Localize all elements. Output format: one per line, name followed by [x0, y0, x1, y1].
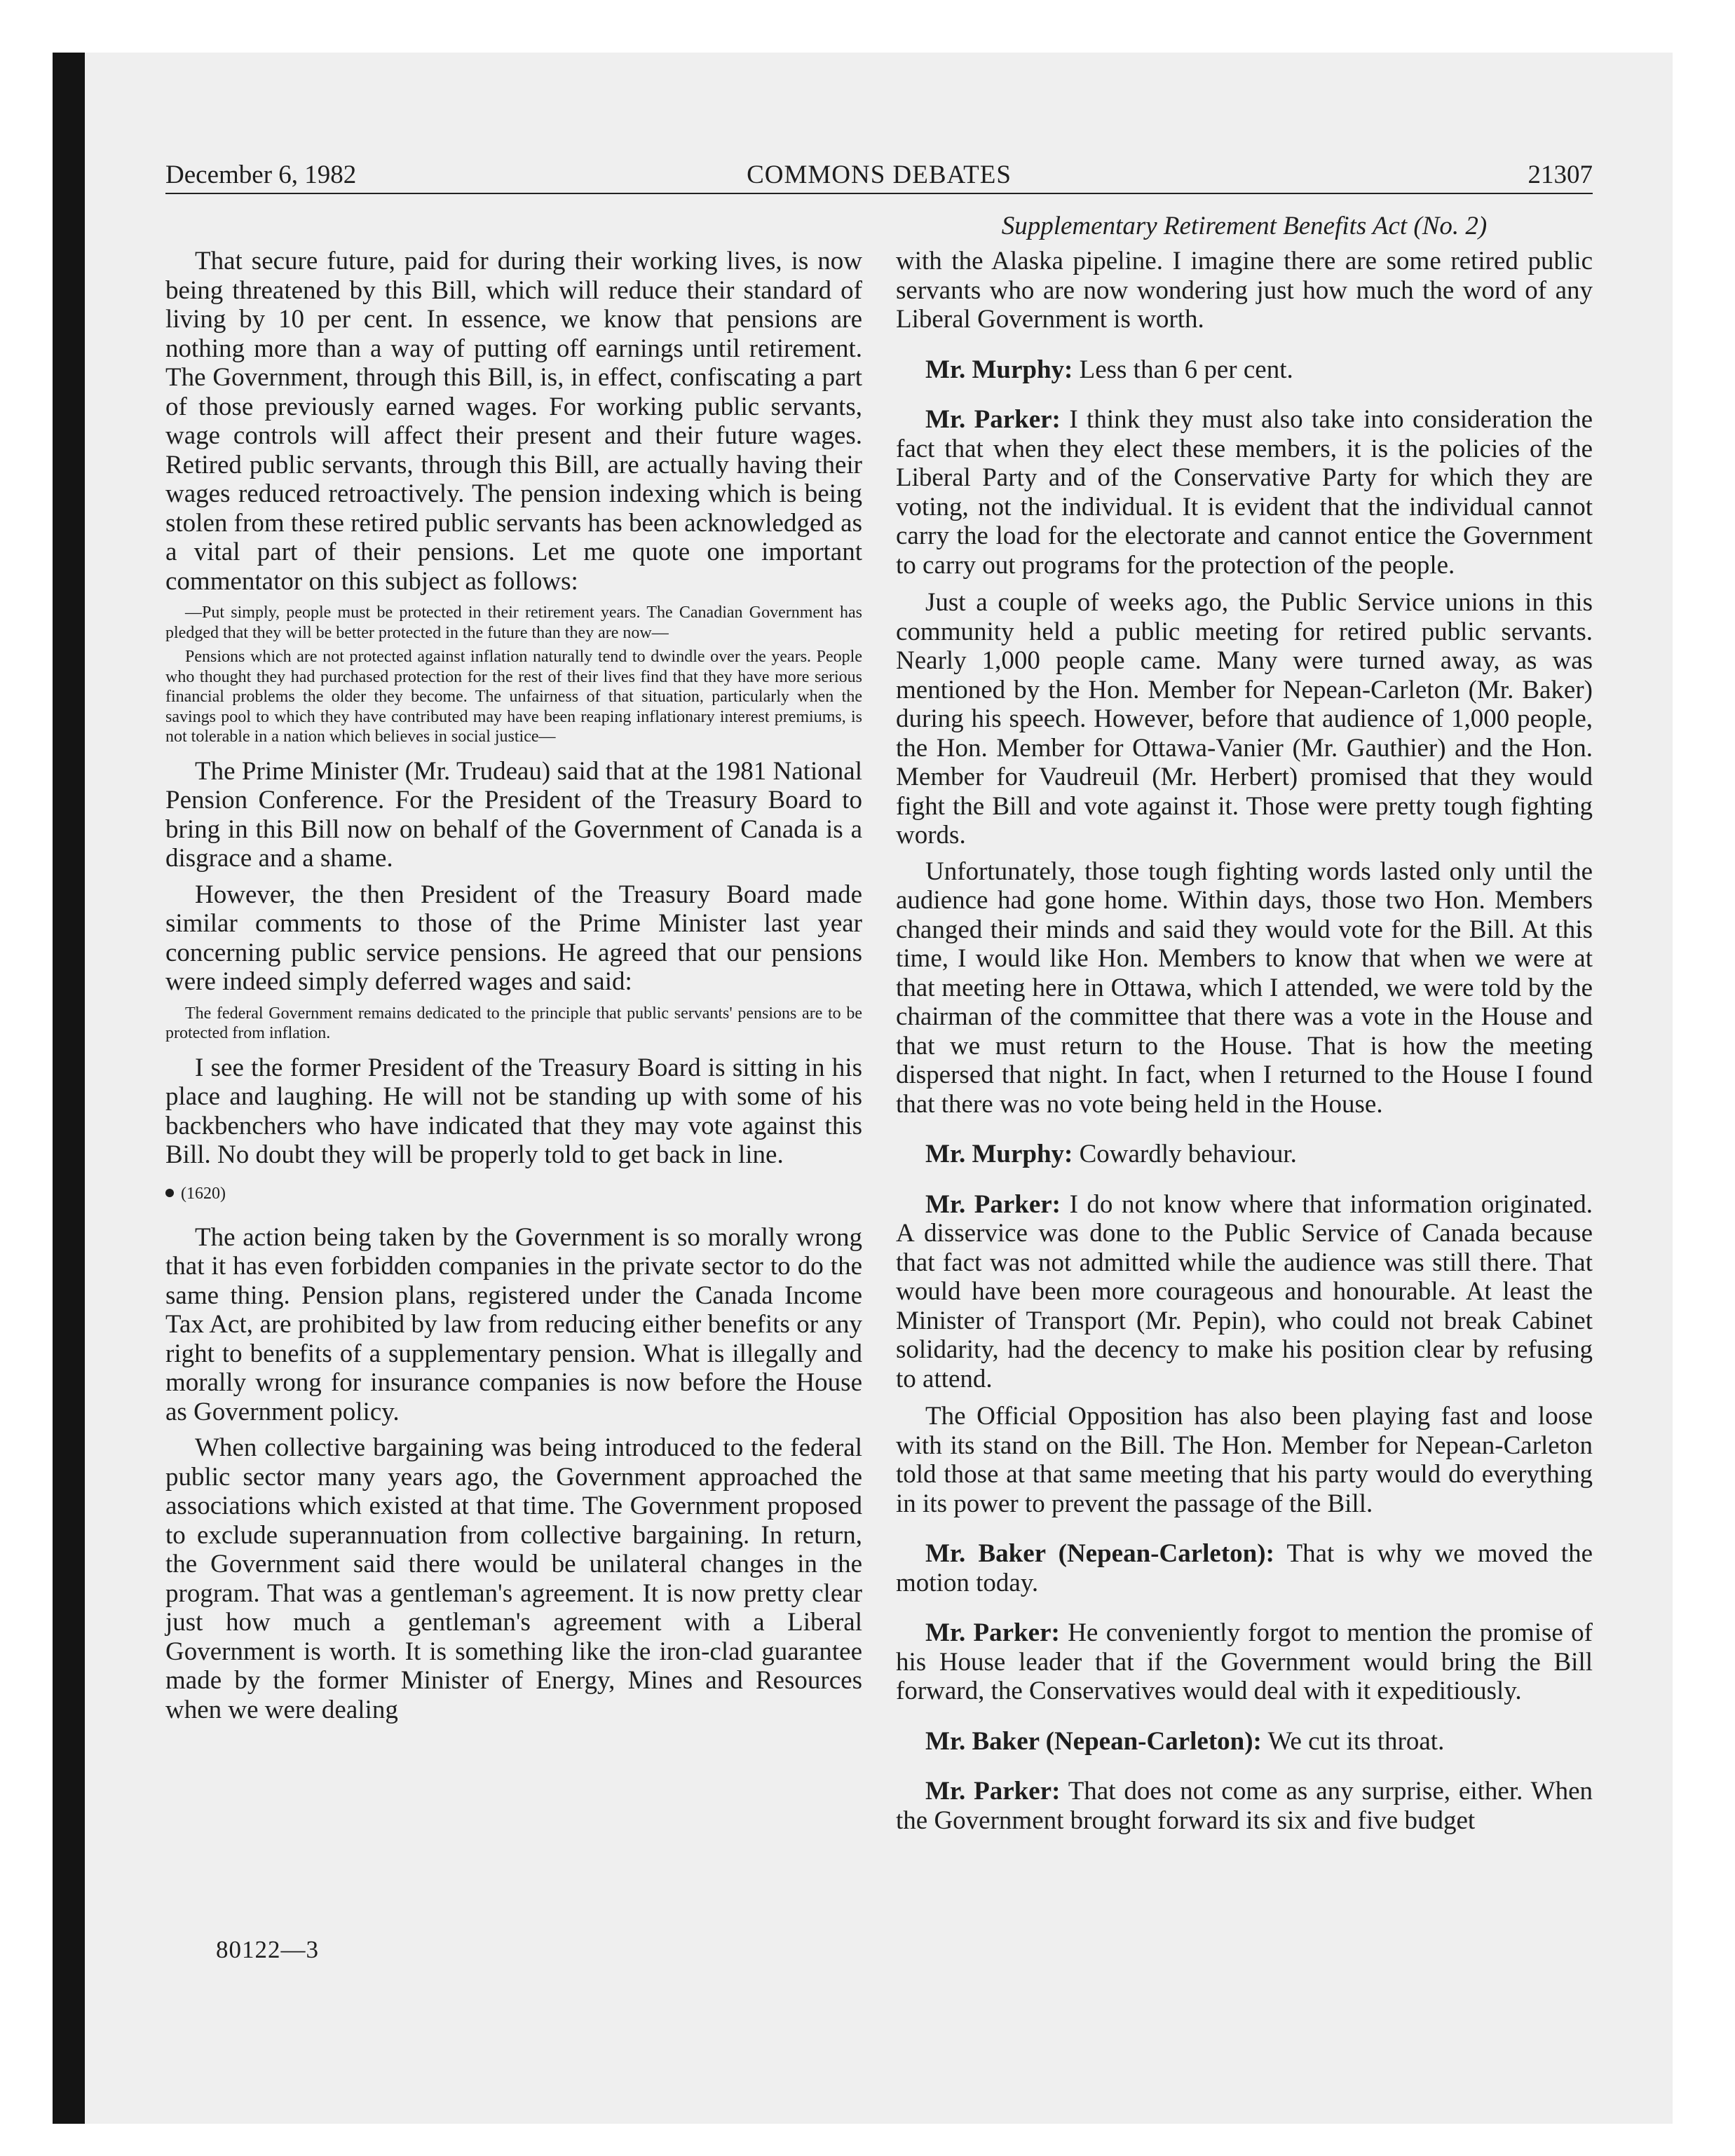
page-header	[165, 158, 1593, 193]
paragraph: The action being taken by the Government is so morally wrong that it has even forbidden companies in the private sector to do the same thing. Pension plans, registered under the Canada Income Tax Act, are prohibited by law from reducing either benefits or any right to benefits of a supplementary pension. What is illegally and morally wrong for insurance companies is now before the House as Government policy.	[165, 1222, 862, 1426]
speech-murphy	[896, 1140, 1593, 1169]
scan-edge-bar	[53, 53, 85, 2124]
left-column	[165, 247, 862, 1731]
paragraph: Just a couple of weeks ago, the Public Service unions in this community held a public meeting for retired public servants. Nearly 1,000 people came. Many were turned away, as was mentioned by the Hon. Member for Nepean-Carleton (Mr. Baker) during his speech. However, before that audience of 1,000 people, the Hon. Member for Ottawa-Vanier (Mr. Gauthier) and the Hon. Member for Vaudreuil (Mr. Herbert) promised that they would fight the Bill and vote against it. Those were pretty tough fighting words.	[896, 588, 1593, 850]
speech-baker	[896, 1539, 1593, 1597]
block-quote: Pensions which are not protected against inflation naturally tend to dwindle over the years. People who thought they had purchased protection for the rest of their lives find that they have more serious financial problems the older they become. The unfairness of that situation, particularly when the savings pool to which they have contributed may have been reaping inflationary interest premiums, is not tolerable in a nation which believes in social justice—	[165, 648, 862, 746]
speaker-name: Mr. Murphy:	[925, 355, 1073, 384]
speaker-name: Mr. Parker:	[925, 1189, 1061, 1219]
bullet-icon	[165, 1189, 174, 1197]
speech-parker	[896, 1190, 1593, 1394]
speaker-name: Mr. Murphy:	[925, 1140, 1073, 1168]
speaker-name: Mr. Parker:	[925, 1618, 1060, 1647]
speech-text: I do not know where that information originated. A disservice was done to the Public Service of Canada because that fact was not admitted while the audience was still there. That would have been more courageous and honourable. At least the Minister of Transport (Mr. Pepin), who could not break Cabinet solidarity, had the decency to make his position clear by refusing to attend.	[896, 1189, 1593, 1393]
footer-code: 80122—3	[216, 1936, 319, 1963]
speaker-name: Mr. Baker (Nepean-Carleton):	[925, 1726, 1262, 1756]
paragraph: The Official Opposition has also been playing fast and loose with its stand on the Bill. The Hon. Member for Nepean-Carleton told those at that same meeting that his party would do everything in its power to prevent the passage of the Bill.	[896, 1402, 1593, 1518]
paragraph: The Prime Minister (Mr. Trudeau) said that at the 1981 National Pension Conference. For the President of the Treasury Board to bring in this Bill now on behalf of the Government of Canada is a disgrace and a shame.	[165, 756, 862, 873]
timestamp-text: (1620)	[181, 1184, 226, 1203]
speech-text: That does not come as any surprise, either. When the Government brought forward its six and five budget	[896, 1777, 1593, 1835]
speech-parker	[896, 1777, 1593, 1835]
speech-text: Cowardly behaviour.	[1079, 1140, 1297, 1168]
speech-text: He conveniently forgot to mention the promise of his House leader that if the Government would bring the Bill forward, the Conservatives would deal with it expeditiously.	[896, 1618, 1593, 1705]
paragraph: with the Alaska pipeline. I imagine there are some retired public servants who are now wondering just how much the word of any Liberal Government is worth.	[896, 247, 1593, 334]
speaker-name: Mr. Baker (Nepean-Carleton):	[925, 1539, 1274, 1568]
speech-text: That is why we moved the motion today.	[896, 1539, 1593, 1597]
speech-baker	[896, 1727, 1593, 1756]
paragraph: Unfortunately, those tough fighting words lasted only until the audience had gone home. Within days, those two Hon. Members changed their minds and said they would vote for the Bill. At this time, I would like Hon. Members to know that when we were at that meeting here in Ottawa, which I attended, we were told by the chairman of the committee that there was a vote in the House and that we must return to the House. That is how the meeting dispersed that night. In fact, when I returned to the House I found that there was no vote being held in the House.	[896, 857, 1593, 1119]
paragraph: I see the former President of the Treasury Board is sitting in his place and laughing. He will not be standing up with some of his backbenchers who have indicated that they may vote against this Bill. No doubt they will be properly told to get back in line.	[165, 1053, 862, 1169]
block-quote: The federal Government remains dedicated to the principle that public servants' pensions are to be protected from inflation.	[165, 1004, 862, 1042]
header-rule	[165, 193, 1593, 194]
speech-text: I think they must also take into consideration the fact that when they elect these members, it is the policies of the Liberal Party and of the Conservative Party for which they are voting, not the individual. It is evident that the individual cannot carry the load for the electorate and cannot entice the Government to carry out programs for the protection of the people.	[896, 405, 1593, 580]
speech-murphy	[896, 355, 1593, 385]
paragraph: However, the then President of the Treasury Board made similar comments to those of the Prime Minister last year concerning public service pensions. He agreed that our pensions were indeed simply deferred wages and said:	[165, 880, 862, 996]
paragraph: That secure future, paid for during their working lives, is now being threatened by this Bill, which will reduce their standard of living by 10 per cent. In essence, we know that pensions are nothing more than a way of putting off earnings until retirement. The Government, through this Bill, is, in effect, confiscating a part of those previously earned wages. For working public servants, wage controls will affect their present and their future wages. Retired public servants, through this Bill, are actually having their wages reduced retroactively. The pension indexing which is being stolen from these retired public servants has been acknowledged as a vital part of their pensions. Let me quote one important commentator on this subject as follows:	[165, 247, 862, 596]
header-date: December 6, 1982	[165, 161, 357, 189]
header-page-number: 21307	[1528, 161, 1593, 189]
header-title: COMMONS DEBATES	[747, 161, 1012, 189]
paragraph: When collective bargaining was being introduced to the federal public sector many years ago, the Government approached the associations which existed at that time. The Government proposed to exclude superannuation from collective bargaining. In return, the Government said there would be unilateral changes in the program. That was a gentleman's agreement. It is now pretty clear just how much a gentleman's agreement with a Liberal Government is worth. It is something like the iron-clad guarantee made by the former Minister of Energy, Mines and Resources when we were dealing	[165, 1433, 862, 1724]
right-column	[896, 247, 1593, 1842]
speaker-name: Mr. Parker:	[925, 1777, 1061, 1806]
speech-parker	[896, 405, 1593, 580]
speech-text: Less than 6 per cent.	[1079, 355, 1293, 384]
speaker-name: Mr. Parker:	[925, 405, 1061, 434]
speech-text: We cut its throat.	[1267, 1726, 1445, 1756]
block-quote: —Put simply, people must be protected in their retirement years. The Canadian Government has pledged that they will be better protected in the future than they are now—	[165, 603, 862, 642]
timestamp-marker	[165, 1180, 862, 1208]
speech-parker	[896, 1618, 1593, 1706]
running-head: Supplementary Retirement Benefits Act (No. 2)	[1001, 212, 1488, 240]
